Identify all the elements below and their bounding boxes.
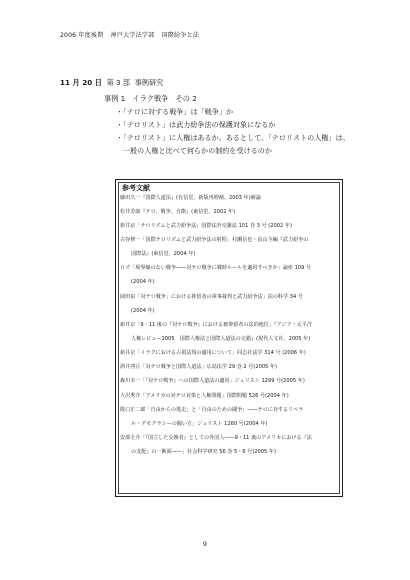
reference-line: ロズ「境界線のない戦争――対テロ戦争に戦時ルールを適用すべきか」論座 109 号 [120,265,312,271]
section-heading [60,78,163,88]
reference-line: (2004 年) [131,279,155,285]
section-date: 11 月 20 日 [60,78,102,87]
reference-line: 酒井啓亘「対テロ戦争と国際人道法」広島法学 29 巻 2 号(2005 年) [120,364,278,370]
reference-line: 安部圭介「『国立した交換者』としての外国人――9・11 後のアメリカにおける『法 [120,435,312,441]
reference-line: 新井京「イラクにおける占領法規の適用について」同志社法学 314 号 (2006 年) [120,350,306,356]
reference-line: 新井京「9・11 後の『対テロ戦争』における被抑留者の法的地位」『アジア・太平洋 [120,322,312,328]
reference-line: 大沢秀介「アメリカの対テロ対策と人権問題」国際問題 526 号(2004 年) [120,393,289,399]
reference-line: 国際法』(東信堂、2004 年) [131,251,196,257]
bullet-1: ・「テロに対する戦争」は「戦争」か [116,107,234,116]
reference-line: 人権レビュー2005 国際人権法と国際人道法の交錯』(現代人文社、2005 年) [131,336,311,342]
section-title: 事例研究 [134,78,164,87]
page-number: 9 [203,541,207,548]
bullet-3: ・「テロリスト」に人権はあるか。あるとして、「テロリストの人権」は、 [116,133,350,142]
reference-line: 新井京「テロリズムと武力紛争法」国際法外交雑誌 101 巻 3 号 (2002 年) [120,223,292,229]
section-part: 第 3 部 [106,78,130,87]
header-university: 神戸大学法学部 [110,32,155,39]
header-course: 国際紛争と法 [161,32,200,39]
bullet-3-continued: 一般の人権と比べて何らかの制約を受けるのか [123,146,272,155]
reference-line: の支配』の一断面――」社会科学研究 56 巻 5・6 号(2005 年) [131,449,276,455]
header-term: 2006 年度後期 [60,32,104,39]
reference-line: ル・デモクラシーの闘い方」ジュリスト 1260 号(2004 年) [131,421,268,427]
case-heading: 事例 1 イラク戦争 その 2 [104,94,197,103]
reference-line: 松井芳郎『テロ、戦争、自衛』(東信堂、2002 年) [120,209,236,215]
references-title: 参考文献 [122,184,150,192]
reference-line: 藤田久一『国際人道法』(有信堂、新版再増補、2003 年)補論 [120,195,261,201]
reference-line: 岡田泉「対テロ戦争」における抑留者の軍事裁判と武力紛争法」法の科学 34 号 [120,294,303,300]
running-header [60,30,206,39]
bullet-2: ・「テロリスト」は武力紛争法の保護対象になるか [116,120,276,129]
reference-line: 森川幸一「『対テロ戦争』への国際人道法の適用」ジュリスト 1299 号(2005 年) [120,378,305,384]
reference-line: (2004 年) [131,308,155,314]
reference-line: 阪口正二郎「自由からの逃走」と「自由のための闘争」――テロに対するリベラ [120,407,304,413]
reference-line: 古谷修一「国際テロリズムと武力紛争法の射程」村瀬信也・真山全編『武力紛争の [120,237,309,243]
